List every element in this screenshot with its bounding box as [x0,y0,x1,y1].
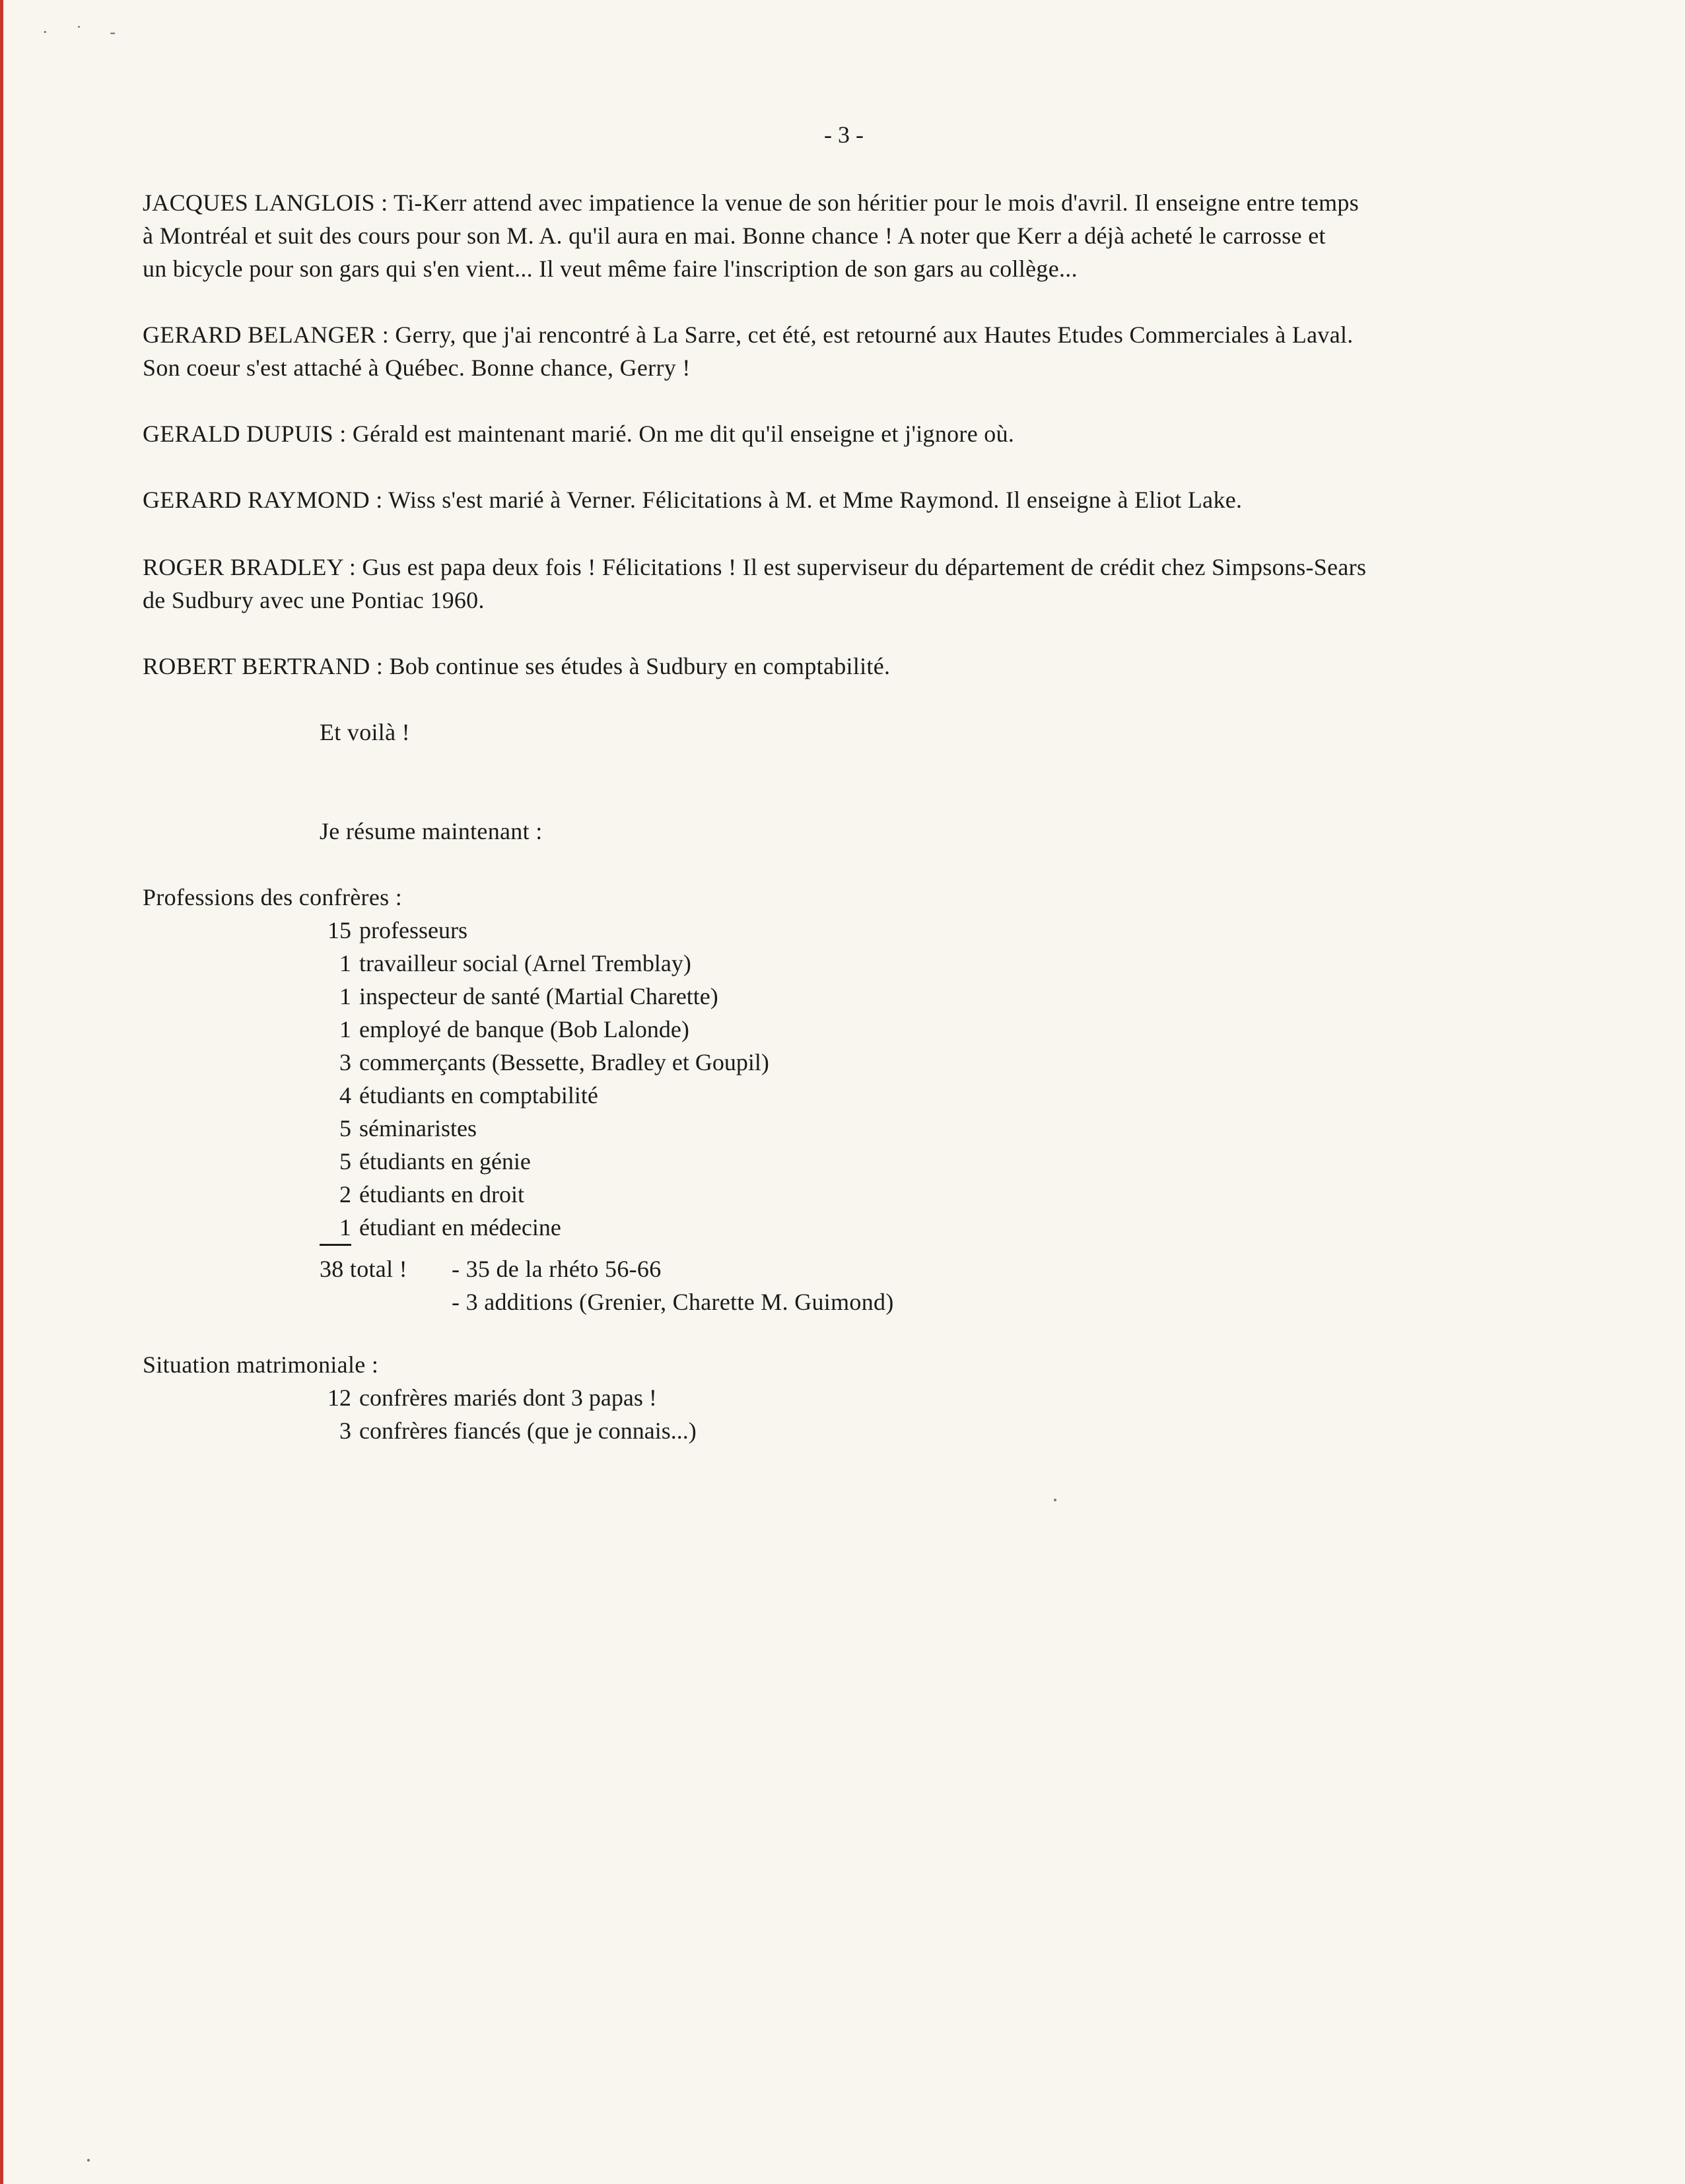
profession: inspecteur de santé (Martial Charette) [359,983,718,1009]
count: 15 [327,917,351,943]
list-item [320,1079,598,1112]
count: 3 [339,1417,351,1444]
profession: séminaristes [359,1115,477,1142]
entry-dupuis-line-1: GERALD DUPUIS : Gérald est maintenant marié. On me dit qu'il enseigne et j'ignore où. [143,421,1015,447]
closing-resume: Je résume maintenant : [320,818,543,844]
list-item [320,1414,697,1447]
status: confrères mariés dont 3 papas ! [359,1384,657,1411]
profession: étudiants en droit [359,1181,524,1208]
list-item [320,1112,477,1145]
entry-belanger-line-1: GERARD BELANGER : Gerry, que j'ai rencontré à La Sarre, cet été, est retourné aux Hautes Etudes Commerciales à Laval. [143,322,1354,348]
entry-raymond-line-1: GERARD RAYMOND : Wiss s'est marié à Verner. Félicitations à M. et Mme Raymond. Il enseigne à Eliot Lake. [143,487,1243,513]
profession: professeurs [359,917,467,943]
entry-belanger-line-2: Son coeur s'est attaché à Québec. Bonne chance, Gerry ! [143,355,691,381]
count: 4 [339,1082,351,1109]
page-number: - 3 - [824,121,864,148]
list-item [320,914,467,947]
profession: étudiant en médecine [359,1214,561,1241]
count: 5 [339,1148,351,1175]
total-breakdown-line-2: - 3 additions (Grenier, Charette M. Guimond) [452,1289,894,1315]
paper-speck [1054,1499,1056,1501]
matrimoniale-heading: Situation matrimoniale : [143,1351,379,1378]
profession: étudiants en génie [359,1148,531,1175]
entry-bertrand-line-1: ROBERT BERTRAND : Bob continue ses études à Sudbury en comptabilité. [143,653,891,679]
entry-bradley-line-2: de Sudbury avec une Pontiac 1960. [143,587,485,613]
total-breakdown-line-1: - 35 de la rhéto 56-66 [452,1256,662,1282]
count: 5 [339,1115,351,1142]
professions-total: 38 total ! [320,1256,407,1282]
red-margin-line [0,0,3,2184]
count: 1 [339,983,351,1009]
profession: employé de banque (Bob Lalonde) [359,1016,689,1042]
profession: commerçants (Bessette, Bradley et Goupil) [359,1049,769,1075]
list-item [320,1013,689,1046]
list-item [320,1046,769,1079]
professions-heading: Professions des confrères : [143,884,403,910]
count: 12 [327,1384,351,1411]
entry-langlois-line-1: JACQUES LANGLOIS : Ti-Kerr attend avec impatience la venue de son héritier pour le mois d'avril. Il enseigne entre temps [143,189,1359,216]
list-item [320,980,718,1013]
count: 1 [339,950,351,976]
list-item [320,947,691,980]
list-item [320,1178,524,1211]
count: 1 [339,1016,351,1042]
count: 2 [339,1181,351,1208]
status: confrères fiancés (que je connais...) [359,1417,697,1444]
list-item [320,1145,531,1178]
entry-bradley-line-1: ROGER BRADLEY : Gus est papa deux fois ! Félicitations ! Il est superviseur du département de crédit chez Simpsons-Sears [143,554,1367,580]
paper-speck [87,2159,90,2162]
top-corner-mark: · ˙ - [42,22,127,42]
profession: étudiants en comptabilité [359,1082,598,1109]
list-item [320,1211,561,1246]
entry-langlois-line-2: à Montréal et suit des cours pour son M. A. qu'il aura en mai. Bonne chance ! A noter que Kerr a déjà acheté le carrosse et [143,222,1326,249]
count: 3 [339,1049,351,1075]
count: 1 [320,1211,351,1246]
closing-voila: Et voilà ! [320,719,410,745]
entry-langlois-line-3: un bicycle pour son gars qui s'en vient... Il veut même faire l'inscription de son gars au collège... [143,256,1078,282]
list-item [320,1381,657,1414]
profession: travailleur social (Arnel Tremblay) [359,950,691,976]
